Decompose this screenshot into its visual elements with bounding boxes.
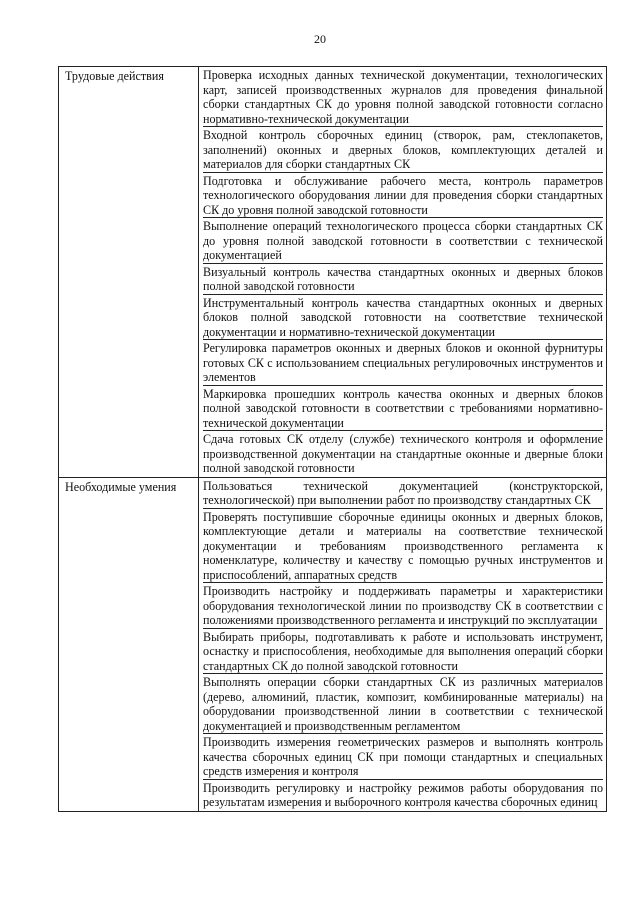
list-item: Проверять поступившие сборочные единицы оконных и дверных блоков, комплектующие детали и материалы на соответствие технической документации и требованиям производственного регламента к номенклатуре, количеству и качеству с помощью ручных инструментов и приспособлений, аппаратных средств bbox=[203, 509, 603, 582]
required-skills-list bbox=[199, 477, 607, 811]
list-item: Производить регулировку и настройку режимов работы оборудования по результатам измерения и выборочного контроля качества сборочных единиц bbox=[203, 780, 603, 809]
list-item: Визуальный контроль качества стандартных оконных и дверных блоков полной заводской готовности bbox=[203, 264, 603, 293]
list-item: Регулировка параметров оконных и дверных блоков и оконной фурнитуры готовых СК с использованием специальных регулировочных инструментов и элементов bbox=[203, 341, 603, 384]
qualification-table bbox=[58, 66, 607, 812]
list-item: Производить настройку и поддерживать параметры и характеристики оборудования технологической линии по производству СК в соответствии с положениями производственного регламента и инструкций по эксплуатации bbox=[203, 584, 603, 627]
list-item: Входной контроль сборочных единиц (створок, рам, стеклопакетов, заполнений) оконных и дверных блоков, комплектующих деталей и материалов для сборки стандартных СК bbox=[203, 128, 603, 171]
labor-actions-list bbox=[199, 67, 607, 478]
list-item: Маркировка прошедших контроль качества оконных и дверных блоков полной заводской готовности в соответствии с требованиями нормативно-технической документации bbox=[203, 386, 603, 430]
page-number: 20 bbox=[314, 32, 326, 46]
row-label-required-skills: Необходимые умения bbox=[59, 477, 199, 811]
table-row-required-skills bbox=[59, 477, 607, 811]
row-label-labor-actions: Трудовые действия bbox=[59, 67, 199, 478]
list-item: Производить измерения геометрических размеров и выполнять контроль качества сборочных единиц СК при помощи стандартных и специальных средств измерения и контроля bbox=[203, 735, 603, 778]
list-item: Выполнение операций технологического процесса сборки стандартных СК до уровня полной заводской готовности в соответствии с технической документацией bbox=[203, 219, 603, 262]
table-row-labor-actions bbox=[59, 67, 607, 478]
list-item: Пользоваться технической документацией (конструкторской, технологической) при выполнении работ по производству стандартных СК bbox=[203, 478, 603, 507]
list-item: Инструментальный контроль качества стандартных оконных и дверных блоков полной заводской готовности на соответствие технической документации и нормативно-технической документации bbox=[203, 295, 603, 339]
list-item: Выбирать приборы, подготавливать к работе и использовать инструмент, оснастку и приспособления, необходимые для выполнения операций сборки стандартных СК до полной заводской готовности bbox=[203, 629, 603, 673]
list-item: Подготовка и обслуживание рабочего места, контроль параметров технологического оборудования линии для проведения сборки стандартных СК до уровня полной заводской готовности bbox=[203, 173, 603, 217]
list-item: Проверка исходных данных технической документации, технологических карт, записей производственных журналов для проведения финальной сборки стандартных СК до уровня полной заводской готовности согласно нормативно-технической документации bbox=[203, 68, 603, 126]
list-item: Выполнять операции сборки стандартных СК из различных материалов (дерево, алюминий, пластик, композит, комбинированные материалы) на оборудовании производственной линии в соответствии с технической документацией и производственным регламентом bbox=[203, 675, 603, 733]
list-item: Сдача готовых СК отделу (службе) технического контроля и оформление производственной документации на стандартные оконные и дверные блоки полной заводской готовности bbox=[203, 432, 603, 475]
